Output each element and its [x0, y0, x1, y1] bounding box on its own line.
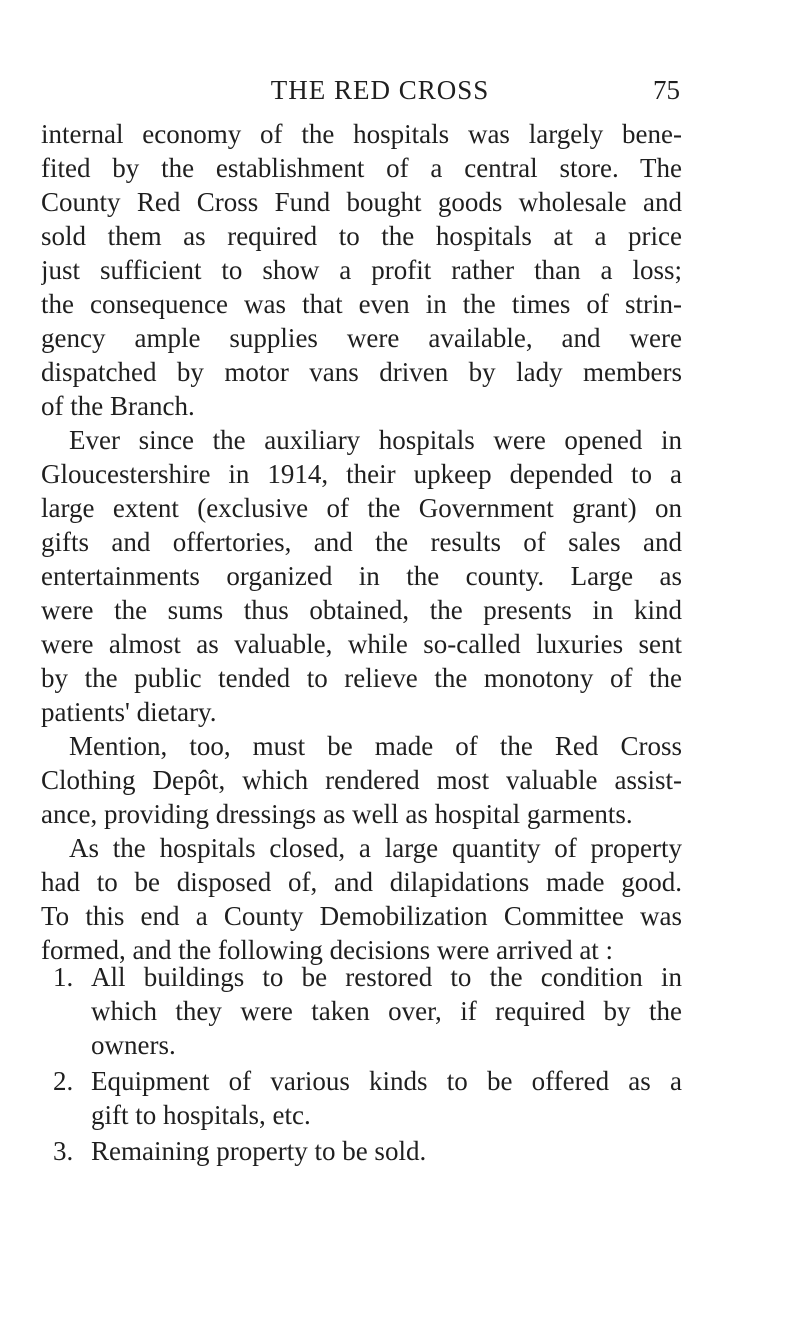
text-line: County Red Cross Fund bought goods wholesale and	[41, 187, 682, 217]
running-title: THE RED CROSS	[270, 75, 490, 105]
text-line: ance, providing dressings as well as hospital garments.	[41, 799, 633, 829]
text-line: formed, and the following decisions were arrived at :	[41, 935, 614, 965]
paragraph-store	[41, 117, 682, 423]
paragraph-clothing-depot	[41, 729, 682, 831]
text-line: dispatched by motor vans driven by lady members	[41, 357, 682, 387]
text-line: fited by the establishment of a central store. The	[41, 153, 682, 183]
text-line: owners.	[91, 1030, 176, 1060]
paragraph-demobilization	[41, 831, 682, 967]
text-line: had to be disposed of, and dilapidations made good.	[41, 867, 682, 897]
text-line: As the hospitals closed, a large quantity of property	[69, 833, 682, 863]
list-item	[41, 960, 682, 1062]
text-line: by the public tended to relieve the monotony of the	[41, 663, 682, 693]
text-line: Clothing Depôt, which rendered most valuable assist-	[41, 765, 682, 795]
text-line: Remaining property to be sold.	[91, 1136, 427, 1166]
list-number: 1.	[53, 962, 74, 992]
text-line: the consequence was that even in the times of strin-	[41, 289, 682, 319]
list-item-body	[91, 1064, 682, 1132]
paragraph-upkeep	[41, 423, 682, 729]
text-line: were the sums thus obtained, the presents in kind	[41, 595, 682, 625]
text-line: internal economy of the hospitals was largely bene-	[41, 119, 682, 149]
text-line: were almost as valuable, while so-called luxuries sent	[41, 629, 682, 659]
list-item	[41, 1064, 682, 1132]
text-line: gifts and offertories, and the results of sales and	[41, 527, 682, 557]
text-line: To this end a County Demobilization Committee was	[41, 901, 682, 931]
text-line: sold them as required to the hospitals at a price	[41, 221, 682, 251]
text-line: gift to hospitals, etc.	[91, 1100, 311, 1130]
list-item-body	[91, 1134, 682, 1168]
text-line: gency ample supplies were available, and were	[41, 323, 682, 353]
text-line: entertainments organized in the county. Large as	[41, 561, 682, 591]
text-line: patients' dietary.	[41, 697, 217, 727]
list-number: 2.	[53, 1066, 74, 1096]
page-number: 75	[653, 75, 680, 105]
list-number: 3.	[53, 1136, 74, 1166]
list-item-body	[91, 960, 682, 1062]
body-text	[41, 117, 682, 967]
text-line: Mention, too, must be made of the Red Cross	[69, 731, 682, 761]
running-head	[40, 70, 680, 110]
text-line: of the Branch.	[41, 391, 195, 421]
text-line: Equipment of various kinds to be offered as a	[91, 1066, 682, 1096]
text-line: just sufficient to show a profit rather than a loss;	[41, 255, 682, 285]
text-line: All buildings to be restored to the condition in	[91, 962, 682, 992]
text-line: which they were taken over, if required by the	[91, 996, 682, 1026]
text-line: Ever since the auxiliary hospitals were opened in	[69, 425, 682, 455]
text-line: Gloucestershire in 1914, their upkeep depended to a	[41, 459, 682, 489]
decisions-list	[41, 960, 682, 1170]
list-item	[41, 1134, 682, 1168]
text-line: large extent (exclusive of the Government grant) on	[41, 493, 682, 523]
